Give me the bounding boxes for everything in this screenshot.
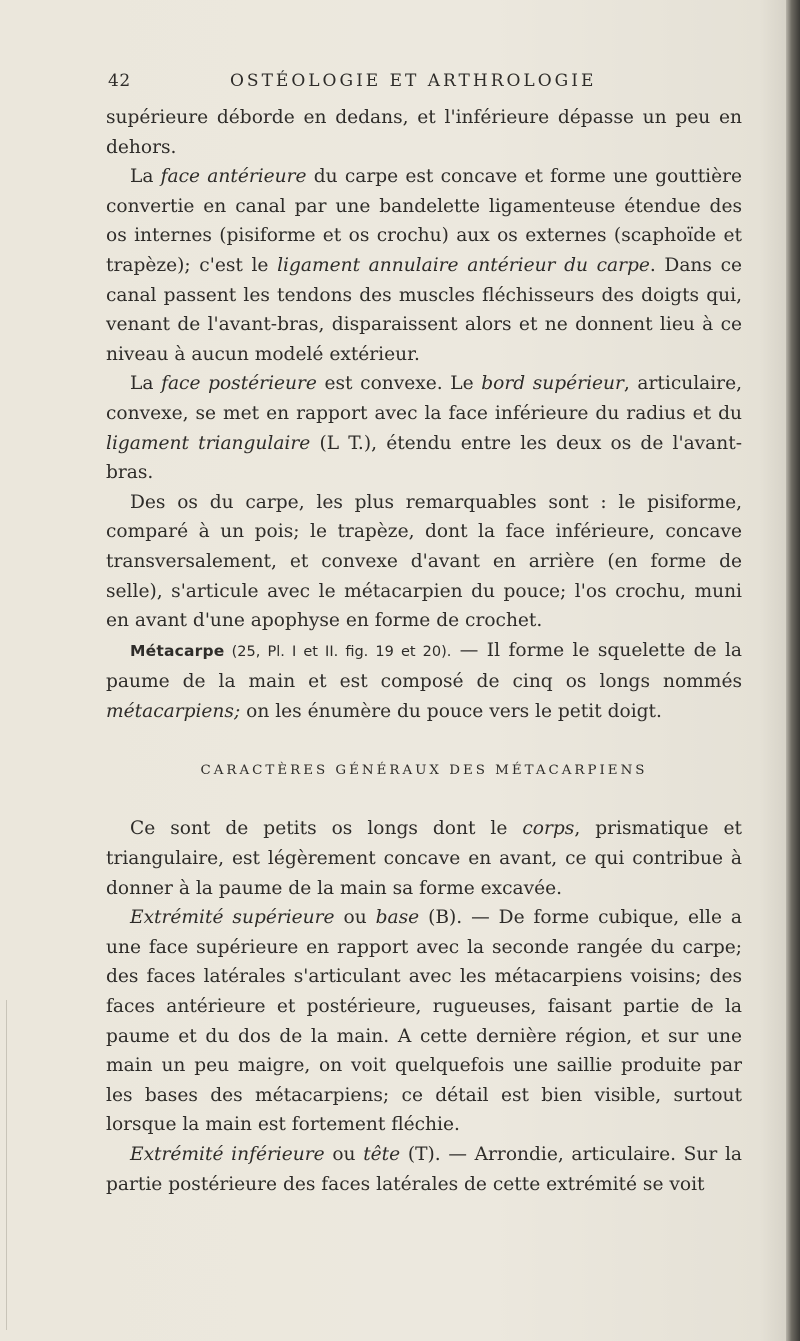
paragraph-os-du-carpe bbox=[106, 488, 742, 636]
section-title: CARACTÈRES GÉNÉRAUX DES MÉTACARPIENS bbox=[200, 763, 648, 779]
paragraph-continuation bbox=[106, 103, 742, 162]
italic-term: tête bbox=[363, 1144, 401, 1165]
italic-term: bord supérieur bbox=[481, 373, 624, 395]
paragraph-metacarpe bbox=[106, 636, 742, 727]
paragraph-text: ou bbox=[334, 907, 376, 929]
italic-term: Extrémité supérieure bbox=[130, 907, 335, 929]
figure-reference: (25, Pl. I et II. fig. 19 et 20). bbox=[224, 643, 452, 660]
paragraph-text: supérieure déborde en dedans, et l'inférieure dépasse un peu en dehors. bbox=[106, 107, 742, 158]
paragraph-text: ou bbox=[324, 1144, 364, 1165]
italic-term: base bbox=[375, 907, 420, 929]
paragraph-text: — Il forme le squelette de la paume de la main et est composé de cinq os longs nommés bbox=[106, 639, 742, 693]
paragraph-text: Ce sont de petits os longs dont le bbox=[130, 818, 523, 840]
paragraph-text: (B). — De forme cubique, elle a une face supérieure en rapport avec la seconde rangée du carpe; des faces latérales s'articulant avec les métacarpiens voisins; des faces antérieure et postérieure, rugueuses, faisant partie de la paume et du dos de la main. A cette dernière région, et sur une main un peu maigre, on voit quelquefois une saillie produite par les bases des métacarpiens; ce détail est bien visible, surtout lorsque la main est fortement fléchie. bbox=[106, 907, 742, 1136]
italic-term: face postérieure bbox=[161, 373, 317, 395]
paragraph-text: du carpe est concave et forme une gouttière convertie en canal par une bandelette ligamenteuse étendue des os internes (pisiforme et os crochu) aux os externes (scaphoïde et trapèze); c'est le bbox=[106, 166, 743, 276]
paragraph-corps bbox=[106, 814, 742, 903]
paragraph-text: est convexe. Le bbox=[316, 373, 482, 395]
paragraph-text: La bbox=[130, 373, 162, 395]
paragraph-text: . Dans ce canal passent les tendons des muscles fléchisseurs des doigts qui, venant de l'avant-bras, disparaissent alors et ne donnent lieu à ce niveau à aucun modelé extérieur. bbox=[106, 254, 742, 365]
italic-term: ligament triangulaire bbox=[106, 432, 311, 454]
page-number: 42 bbox=[108, 71, 131, 91]
paragraph-face-posterieure bbox=[106, 369, 742, 487]
paragraph-face-anterieure bbox=[106, 162, 742, 369]
page-edge-mark bbox=[6, 1000, 7, 1330]
running-title: OSTÉOLOGIE ET ARTHROLOGIE bbox=[230, 71, 597, 91]
italic-term: corps bbox=[522, 818, 575, 840]
paragraph-text: Des os du carpe, les plus remarquables sont : le pisiforme, comparé à un pois; le trapèze, dont la face inférieure, concave transversalement, et convexe d'avant en arrière (en forme de selle), s'articule avec le métacarpien du pouce; l'os crochu, muni en avant d'une apophyse en forme de crochet. bbox=[106, 491, 742, 632]
paragraph-text: (T). — Arrondie, articulaire. Sur la partie postérieure des faces latérales de cette extrémité se voit bbox=[106, 1144, 742, 1195]
page-binding-edge bbox=[786, 0, 800, 1341]
bold-heading: Métacarpe bbox=[130, 641, 225, 660]
paragraph-extremite-superieure bbox=[106, 903, 742, 1140]
paragraph-text: La bbox=[130, 166, 161, 188]
italic-term: face antérieure bbox=[160, 166, 307, 188]
paragraph-text: (L T.), étendu entre les deux os de l'avant-bras. bbox=[106, 432, 742, 484]
paragraph-text: , prismatique et triangulaire, est légèrement concave en avant, ce qui contribue à donner à la paume de la main sa forme excavée. bbox=[106, 818, 742, 899]
italic-term: ligament annulaire antérieur du carpe bbox=[277, 254, 650, 276]
paragraph-text: , articulaire, convexe, se met en rapport avec la face inférieure du radius et du bbox=[106, 373, 742, 424]
page-header bbox=[108, 71, 740, 101]
paragraph-text: on les énumère du pouce vers le petit doigt. bbox=[240, 700, 662, 722]
paragraph-extremite-inferieure bbox=[106, 1140, 742, 1199]
italic-term: métacarpiens; bbox=[106, 700, 241, 722]
italic-term: Extrémité inférieure bbox=[130, 1144, 325, 1165]
body-text bbox=[106, 103, 742, 1199]
